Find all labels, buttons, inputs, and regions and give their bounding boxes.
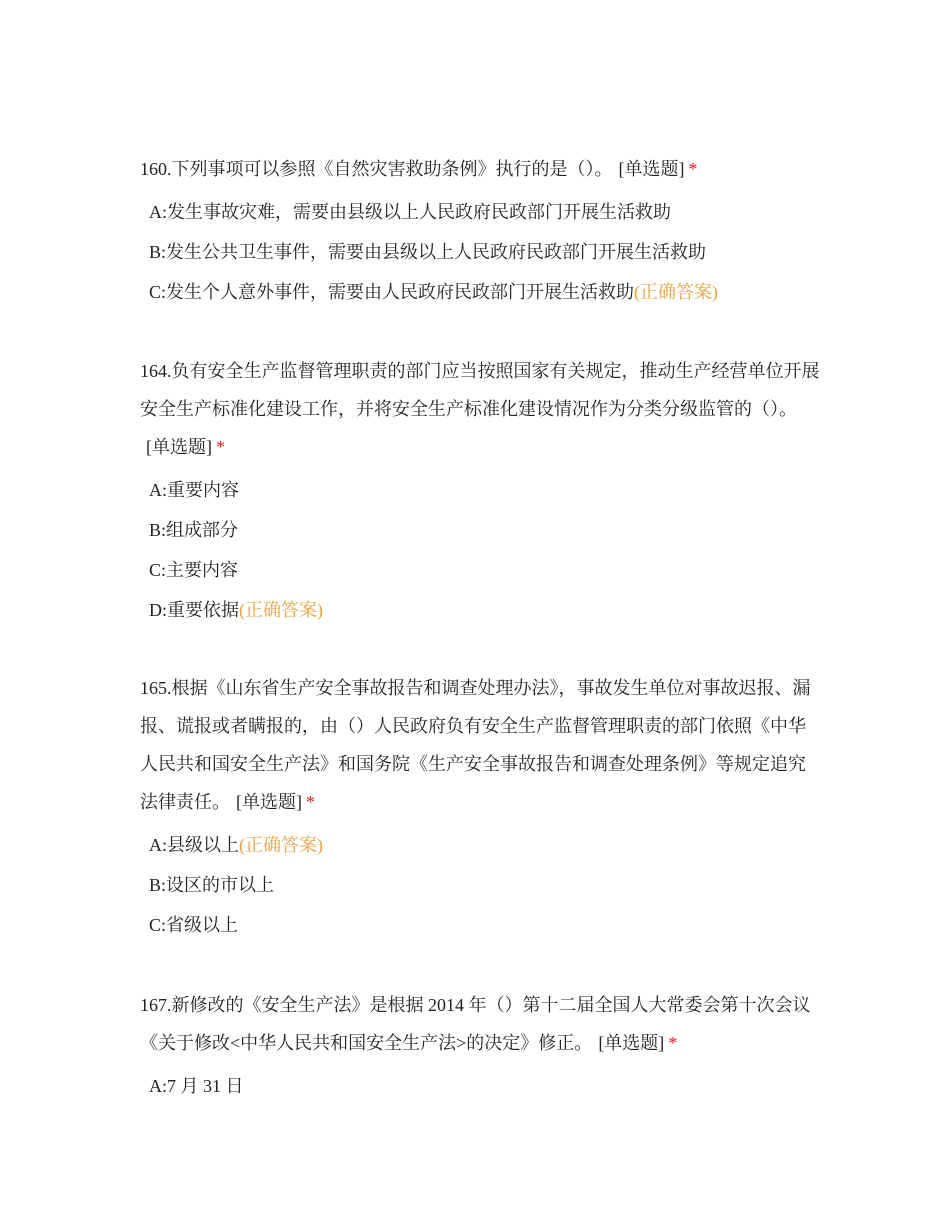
option-c <box>149 550 820 590</box>
option-list <box>140 1066 820 1106</box>
question-165 <box>140 669 820 945</box>
option-label: C:主要内容 <box>149 560 239 580</box>
question-167 <box>140 986 820 1106</box>
question-stem: 164.负有安全生产监督管理职责的部门应当按照国家有关规定，推动生产经营单位开展安全生产标准化建设工作，并将安全生产标准化建设情况作为分类分级监管的（）。 <box>140 361 820 419</box>
option-a <box>149 470 820 510</box>
option-c <box>149 905 820 945</box>
question-text <box>140 669 820 821</box>
question-stem: 167.新修改的《安全生产法》是根据 2014 年（）第十二届全国人大常委会第十次会议《关于修改<中华人民共和国安全生产法>的决定》修正。 <box>140 995 811 1053</box>
question-type: [单选题] <box>146 437 212 457</box>
question-stem: 160.下列事项可以参照《自然灾害救助条例》执行的是（）。 <box>140 159 613 179</box>
option-label: B:设区的市以上 <box>149 875 275 895</box>
option-label: A:县级以上 <box>149 835 239 855</box>
option-label: B:发生公共卫生事件，需要由县级以上人民政府民政部门开展生活救助 <box>149 242 707 262</box>
required-mark: * <box>668 1033 678 1053</box>
question-text <box>140 352 820 466</box>
option-b <box>149 510 820 550</box>
option-label: A:重要内容 <box>149 480 239 500</box>
question-type: [单选题] <box>236 792 302 812</box>
option-label: A:7 月 31 日 <box>149 1076 244 1096</box>
question-text <box>140 150 820 188</box>
question-stem: 165.根据《山东省生产安全事故报告和调查处理办法》，事故发生单位对事故迟报、漏报、谎报或者瞒报的，由（）人民政府负有安全生产监督管理职责的部门依照《中华人民共和国安全生产法》和国务院《生产安全事故报告和调查处理条例》等规定追究法律责任。 <box>140 678 811 812</box>
option-b <box>149 232 820 272</box>
correct-answer-mark: (正确答案) <box>239 835 323 855</box>
option-a <box>149 1066 820 1106</box>
option-label: C:省级以上 <box>149 915 239 935</box>
option-c <box>149 272 820 312</box>
correct-answer-mark: (正确答案) <box>239 600 323 620</box>
option-label: D:重要依据 <box>149 600 239 620</box>
option-a <box>149 825 820 865</box>
option-a <box>149 192 820 232</box>
question-160 <box>140 150 820 312</box>
required-mark: * <box>688 159 698 179</box>
required-mark: * <box>216 437 225 457</box>
required-mark: * <box>306 792 315 812</box>
option-label: A:发生事故灾难，需要由县级以上人民政府民政部门开展生活救助 <box>149 202 671 222</box>
question-type: [单选题] <box>618 159 685 179</box>
option-list <box>140 825 820 945</box>
option-list <box>140 192 820 312</box>
question-text <box>140 986 820 1062</box>
option-list <box>140 470 820 630</box>
correct-answer-mark: (正确答案) <box>634 282 719 302</box>
option-b <box>149 865 820 905</box>
question-type: [单选题] <box>598 1033 665 1053</box>
option-d <box>149 590 820 630</box>
option-label: B:组成部分 <box>149 520 239 540</box>
question-164 <box>140 352 820 630</box>
option-label: C:发生个人意外事件，需要由人民政府民政部门开展生活救助 <box>149 282 635 302</box>
